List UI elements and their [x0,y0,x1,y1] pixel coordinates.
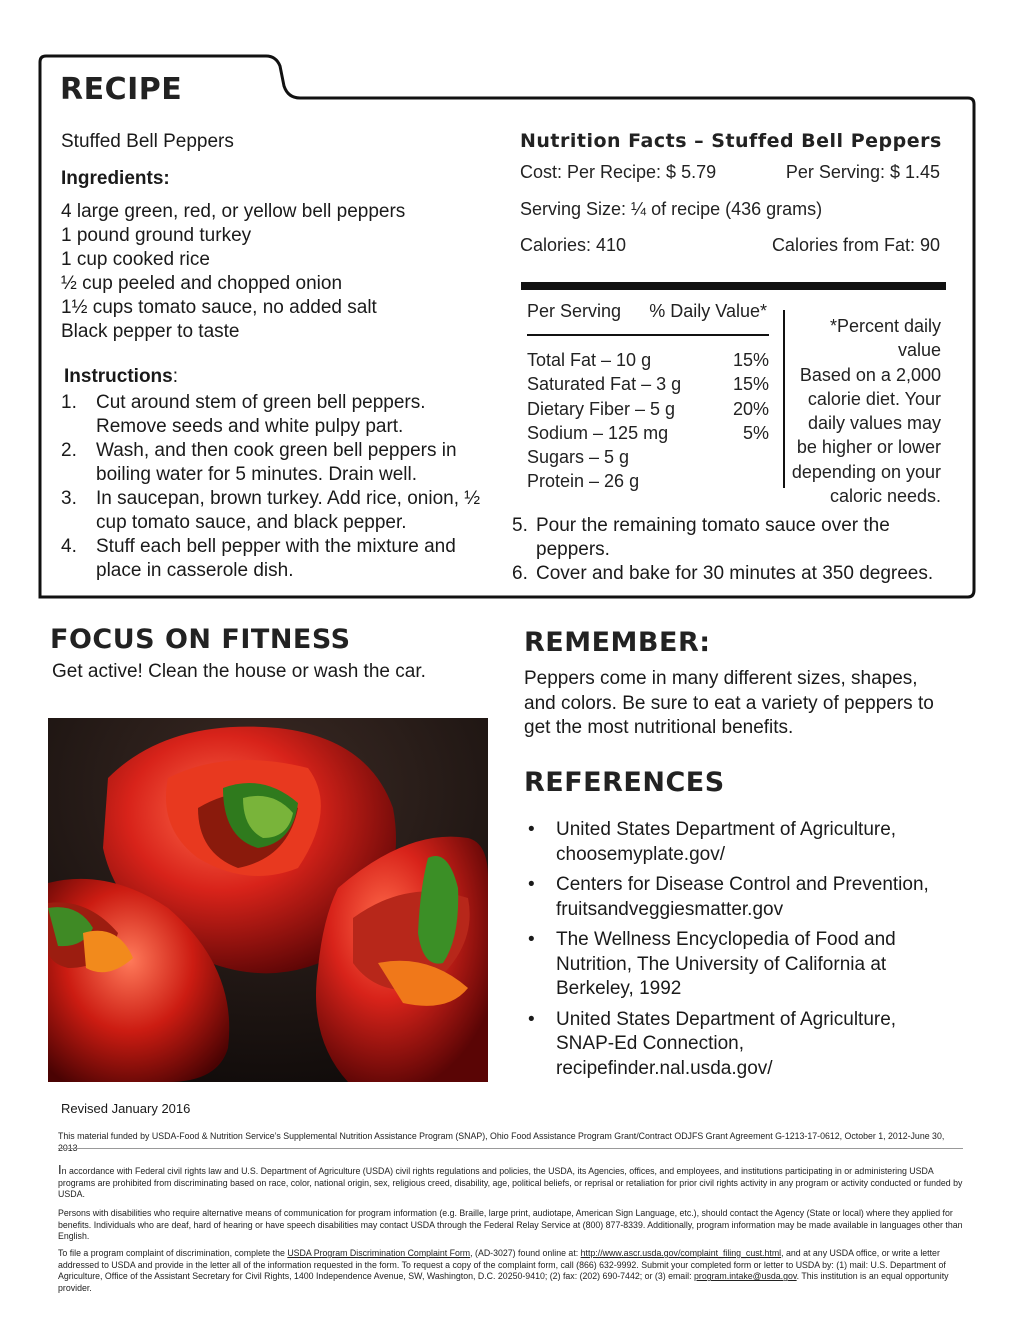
daily-value-footnote [790,314,941,508]
ingredient-item: 1½ cups tomato sauce, no added salt [61,297,377,318]
nutrient-label: Dietary Fiber – 5 g [527,398,676,419]
ingredient-item: 1 pound ground turkey [61,225,252,246]
reference-text: Centers for Disease Control and Prevention, fruitsandveggiesmatter.gov [556,874,929,920]
footnote-line: be higher or lower [796,437,941,458]
footnote-line: *Percent daily value [829,316,941,361]
stuffed-peppers-photo [48,718,488,1082]
step-number: 4. [61,536,77,557]
ingredient-item: Black pepper to taste [61,321,240,342]
complaint-text: . This institution is an equal opportunity provider. [58,1271,949,1293]
complaint-text: , (AD-3027) found online at: [470,1248,581,1258]
instructions-heading [64,366,178,388]
serving-size-row [520,199,940,220]
footnote-line: Based on a 2,000 [799,364,941,385]
complaint-form-link[interactable]: USDA Program Discrimination Complaint Form [287,1248,471,1258]
reference-item [524,1008,944,1082]
accessibility-statement: Persons with disabilities who require alternative means of communication for program information (e.g. Braille, large print, audiotape, American Sign Language, etc.), should contact the Agency (State or local) where they applied for benefits. Individuals who are deaf, hard of hearing or have speech disabilities may contact USDA through the Federal Relay Service at (800) 877-8339. Additionally, program information may be made available in languages other than English. [58,1208,963,1242]
fitness-heading: FOCUS ON FITNESS [50,624,351,655]
reference-text: United States Department of Agriculture, SNAP-Ed Connection, recipefinder.nal.usda.gov/ [556,1008,897,1079]
nutrient-row [527,421,769,445]
ingredient-item: 4 large green, red, or yellow bell peppers [61,201,406,222]
nutrition-divider-thick [521,282,946,290]
nutrient-dv: 15% [732,350,769,370]
serving-size: Serving Size: ¼ of recipe (436 grams) [520,199,823,219]
step-number: 1. [61,392,77,413]
bullet-icon: • [528,874,535,895]
bullet-icon: • [528,819,535,840]
cost-per-recipe: Cost: Per Recipe: $ 5.79 [520,162,717,182]
footnote-line: depending on your [791,461,941,482]
footnote-line: daily values may [807,413,941,434]
instructions-list [61,391,491,583]
nutrient-row [527,469,769,493]
remember-text: Peppers come in many different sizes, shapes, and colors. Be sure to eat a variety of peppers to get the most nutritional benefits. [524,668,934,738]
footer-divider [58,1148,963,1149]
nutrient-label: Sodium – 125 mg [527,422,669,443]
reference-item [524,818,944,867]
nutrient-row [527,348,769,372]
instruction-step [512,514,962,562]
instructions-heading-label: Instructions [64,366,173,387]
reference-item [524,928,944,1002]
reference-item [524,873,944,922]
reference-text: United States Department of Agriculture, choosemyplate.gov/ [556,819,897,865]
step-number: 2. [61,440,77,461]
step-text: Stuff each bell pepper with the mixture and place in casserole dish. [96,536,456,581]
calories-row [520,235,940,256]
instruction-step [61,487,491,535]
nutrient-label: Protein – 26 g [527,471,640,492]
nutrient-dv [719,469,769,493]
drop-letter: I [58,1162,62,1177]
remember-heading: REMEMBER: [524,627,711,658]
nutrient-dv: 20% [732,398,769,419]
reference-text: The Wellness Encyclopedia of Food and Nutrition, The University of California at Berkeley, 1992 [556,929,896,999]
step-number: 3. [61,488,77,509]
instruction-step [512,562,962,586]
nutrient-row [527,372,769,396]
nutrient-label: Total Fat – 10 g [527,350,652,370]
nutrient-row [527,445,769,469]
step-text: Wash, and then cook green bell peppers in boiling water for 5 minutes. Drain well. [96,440,457,485]
nutrient-dv: 15% [732,374,769,395]
civil-rights-statement [58,1164,963,1201]
nutrient-label: Saturated Fat – 3 g [527,374,682,395]
per-serving-label: Per Serving [527,301,622,321]
complaint-url-link[interactable]: http://www.ascr.usda.gov/complaint_filing_cust.html [580,1248,782,1258]
ingredient-item: 1 cup cooked rice [61,249,210,270]
instructions-heading-colon: : [172,366,179,387]
nutrition-table [527,348,769,494]
footnote-line: calorie diet. Your [807,388,941,409]
bullet-icon: • [528,1008,535,1030]
nutrition-title: Nutrition Facts – Stuffed Bell Peppers [520,130,942,152]
nutrient-dv [719,445,769,469]
nutrition-vertical-divider [783,310,785,488]
ingredient-item: ½ cup peeled and chopped onion [61,273,343,294]
step-text: Cover and bake for 30 minutes at 350 degrees. [536,563,934,584]
instruction-step [61,391,491,439]
footnote-line: caloric needs. [829,486,941,507]
instruction-step [61,439,491,487]
step-text: Cut around stem of green bell peppers. Remove seeds and white pulpy part. [96,392,426,437]
calories: Calories: 410 [520,235,627,255]
references-list [524,818,944,1087]
complaint-statement [58,1248,963,1294]
nutrient-label: Sugars – 5 g [527,447,630,468]
daily-value-label: % Daily Value* [649,301,767,321]
ingredients-heading: Ingredients: [61,168,170,189]
bullet-icon: • [528,929,535,950]
civil-rights-text: n accordance with Federal civil rights law and U.S. Department of Agriculture (USDA) civil rights regulations and policies, the USDA, its Agencies, offices, and employees, and institutions participating in or administering USDA programs are prohibited from discriminating based on race, color, national origin, sex, religious creed, disability, age, political beliefs, or reprisal or retaliation for prior civil rights activity in any program or activity conducted or funded by USDA. [58,1166,963,1200]
cost-per-serving: Per Serving: $ 1.45 [785,162,940,182]
nutrient-row [527,397,769,421]
nutrition-divider [527,334,769,336]
step-number: 5. [512,515,528,536]
ingredients-list [61,200,405,344]
complaint-email-link[interactable]: program.intake@usda.gov [694,1271,797,1282]
dish-name: Stuffed Bell Peppers [61,131,234,152]
instruction-step [61,535,491,583]
complaint-text: , and at any USDA office, or write a letter addressed to USDA and provide in the letter all of the information requested in the form. To request a copy of the complaint form, call (866) 632-9992. Submit your completed form or letter to USDA by: (1) mail: U.S. Department of Agriculture, Office of the Assistant Secretary for Civil Rights, 1400 Independence Avenue, SW, Washington, D.C. 20250-9410; (2) fax: (202) 690-7442; or (3) email: [58,1248,946,1282]
nutrition-table-header [527,301,767,322]
cost-row [520,162,940,183]
revised-date: Revised January 2016 [61,1101,191,1116]
step-text: Pour the remaining tomato sauce over the peppers. [536,515,890,560]
nutrient-dv: 5% [742,422,769,443]
funding-statement: This material funded by USDA-Food & Nutrition Service’s Supplemental Nutrition Assistance Program (SNAP), Ohio Food Assistance Program Grant/Contract ODJFS Grant Agreement G-1213-17-0612, October 1, 2012-June 30, [58,1131,945,1141]
step-text: In saucepan, brown turkey. Add rice, onion, ½ cup tomato sauce, and black pepper. [96,488,481,533]
recipe-heading: RECIPE [60,72,183,107]
instructions-list-continued [512,514,962,586]
references-heading: REFERENCES [524,767,725,798]
calories-from-fat: Calories from Fat: 90 [771,235,940,255]
fitness-text: Get active! Clean the house or wash the car. [52,661,426,682]
complaint-text: To file a program complaint of discrimination, complete the [58,1248,288,1258]
step-number: 6. [512,563,528,584]
